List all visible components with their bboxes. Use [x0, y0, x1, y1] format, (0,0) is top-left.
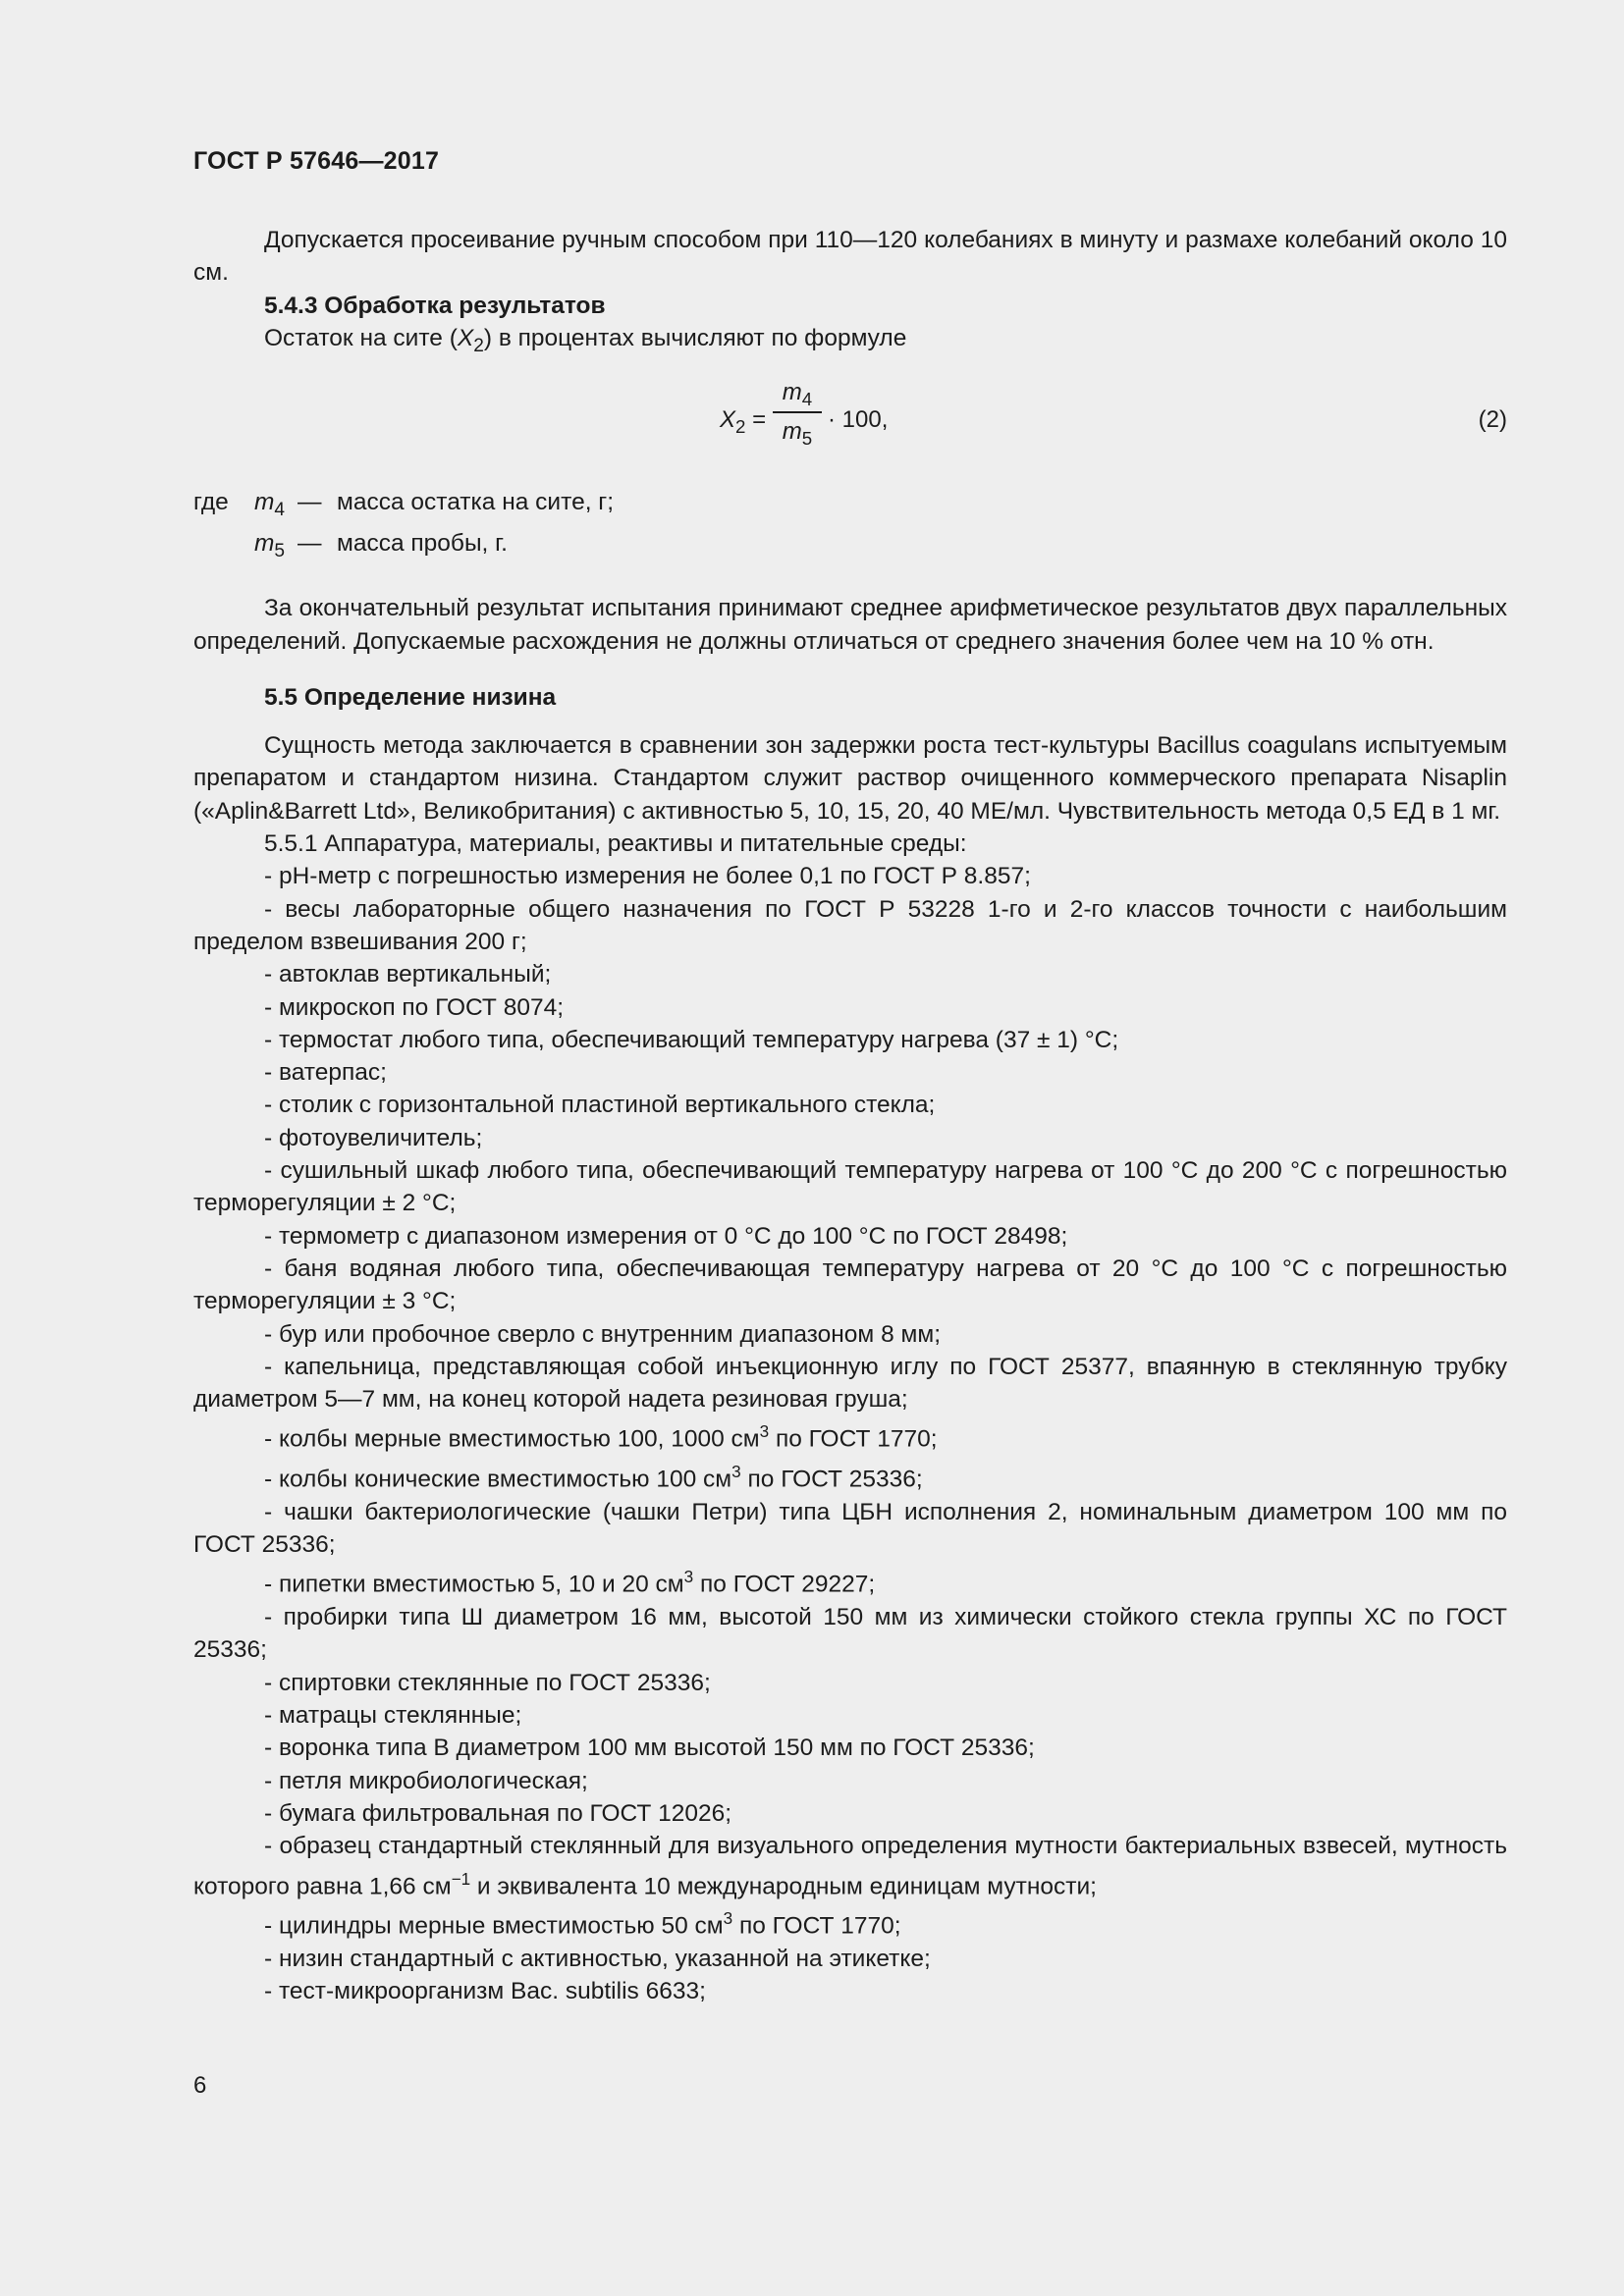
formula-lhs: $X_2$ =: [720, 406, 767, 438]
where-text: масса остатка на сите, г;: [337, 489, 615, 516]
list-item: - термометр с диапазоном измерения от 0 °C до 100 °C по ГОСТ 28498;: [264, 1222, 1068, 1250]
formula-intro: Остаток на сите $(X_2)$ в процентах вычисляют по формуле: [264, 324, 907, 356]
formula-fraction: [773, 376, 822, 449]
where-block: [193, 486, 1507, 568]
list-item: - спиртовки стеклянные по ГОСТ 25336;: [264, 1669, 711, 1696]
list-item: - термостат любого типа, обеспечивающий температуру нагрева (37 ± 1) °C;: [264, 1026, 1119, 1053]
list-item: - бумага фильтровальная по ГОСТ 12026;: [264, 1799, 732, 1827]
paragraph-sieving: Допускается просеивание ручным способом при 110—120 колебаниях в минуту и размахе колебаний около 10 см.: [193, 227, 1507, 287]
list-item: - автоклав вертикальный;: [264, 961, 552, 988]
where-row: [193, 486, 1507, 527]
fraction-denominator: $m_5$: [782, 418, 813, 450]
list-item: - тест-микроорганизм Bac. subtilis 6633;: [264, 1978, 706, 2005]
where-symbol: $m_4$: [254, 489, 286, 521]
where-dash: —: [298, 489, 322, 516]
list-item: - пробирки типа Ш диаметром 16 мм, высотой 150 мм из химически стойкого стекла группы ХС по ГОСТ 25336;: [193, 1604, 1507, 1664]
list-item: - образец стандартный стеклянный для визуального определения мутности бактериальных взвесей, мутность которого равна 1,66 $см^{-1}$ и эквивалента 10 международным единицам мутности;: [193, 1833, 1507, 1899]
fraction-numerator: $m_4$: [782, 379, 813, 410]
list-item: - микроскоп по ГОСТ 8074;: [264, 993, 565, 1021]
list-item: - pH-метр с погрешностью измерения не более 0,1 по ГОСТ Р 8.857;: [264, 863, 1031, 890]
list-item: - бур или пробочное сверло с внутренним диапазоном 8 мм;: [264, 1320, 942, 1348]
list-item: - весы лабораторные общего назначения по ГОСТ Р 53228 1-го и 2-го классов точности с наибольшим пределом взвешивания 200 г;: [193, 895, 1507, 955]
where-symbol: $m_5$: [254, 530, 286, 562]
document-code-header: ГОСТ Р 57646—2017: [193, 147, 440, 175]
subsection-5-5-1: 5.5.1 Аппаратура, материалы, реактивы и питательные среды:: [264, 830, 967, 858]
list-item: - баня водяная любого типа, обеспечивающая температуру нагрева от 20 °C до 100 °C с погрешностью терморегуляции ± 3 °C;: [193, 1255, 1507, 1315]
list-item: - колбы мерные вместимостью 100, 1000 $см^3$ по ГОСТ 1770;: [264, 1421, 938, 1453]
paragraph-method-essence: Сущность метода заключается в сравнении зон задержки роста тест-культуры Bacillus coagulans испытуемым препаратом и стандартом низина. Стандартом служит раствор очищенного коммерческого препарата Nisaplin («Aplin&Barrett Ltd», Великобритания) с активностью 5, 10, 15, 20, 40 МЕ/мл. Чувствительность метода 0,5 ЕД в 1 мг.: [193, 732, 1507, 825]
page-number: 6: [193, 2072, 207, 2099]
equipment-list: [193, 860, 1507, 2007]
list-item: - воронка типа В диаметром 100 мм высотой 150 мм по ГОСТ 25336;: [264, 1735, 1035, 1762]
list-item: - ватерпас;: [264, 1059, 387, 1087]
list-item: - низин стандартный с активностью, указанной на этикетке;: [264, 1945, 931, 1972]
section-heading-5-5: 5.5 Определение низина: [264, 683, 557, 711]
list-item: - цилиндры мерные вместимостью 50 $см^3$ по ГОСТ 1770;: [264, 1908, 901, 1940]
list-item: - пипетки вместимостью 5, 10 и 20 $см^3$ по ГОСТ 29227;: [264, 1567, 876, 1598]
list-item: - колбы конические вместимостью 100 $см^3$ по ГОСТ 25336;: [264, 1462, 923, 1493]
list-item: - фотоувеличитель;: [264, 1124, 483, 1151]
formula-2: [193, 376, 1507, 478]
where-text: масса пробы, г.: [337, 530, 508, 558]
formula-number: (2): [1478, 406, 1507, 434]
list-item: - матрацы стеклянные;: [264, 1702, 522, 1730]
where-label: где: [193, 489, 229, 516]
list-item: - петля микробиологическая;: [264, 1767, 588, 1794]
paragraph-final-result: За окончательный результат испытания принимают среднее арифметическое результатов двух параллельных определений. Допускаемые расхождения не должны отличаться от среднего значения более чем на 10 % отн.: [193, 595, 1507, 655]
where-dash: —: [298, 530, 322, 558]
list-item: - чашки бактериологические (чашки Петри) типа ЦБН исполнения 2, номинальным диаметром 100 мм по ГОСТ 25336;: [193, 1498, 1507, 1559]
where-row: [193, 527, 1507, 568]
list-item: - сушильный шкаф любого типа, обеспечивающий температуру нагрева от 100 °C до 200 °C с погрешностью терморегуляции ± 2 °C;: [193, 1157, 1507, 1217]
section-heading-5-4-3: 5.4.3 Обработка результатов: [264, 292, 606, 319]
page-content: [193, 224, 1507, 2008]
list-item: - столик с горизонтальной пластиной вертикального стекла;: [264, 1092, 936, 1119]
formula-rhs: · 100,: [828, 406, 889, 434]
list-item: - капельница, представляющая собой инъекционную иглу по ГОСТ 25377, впаянную в стеклянную трубку диаметром 5—7 мм, на конец которой надета резиновая груша;: [193, 1353, 1507, 1414]
fraction-bar: [773, 411, 822, 413]
